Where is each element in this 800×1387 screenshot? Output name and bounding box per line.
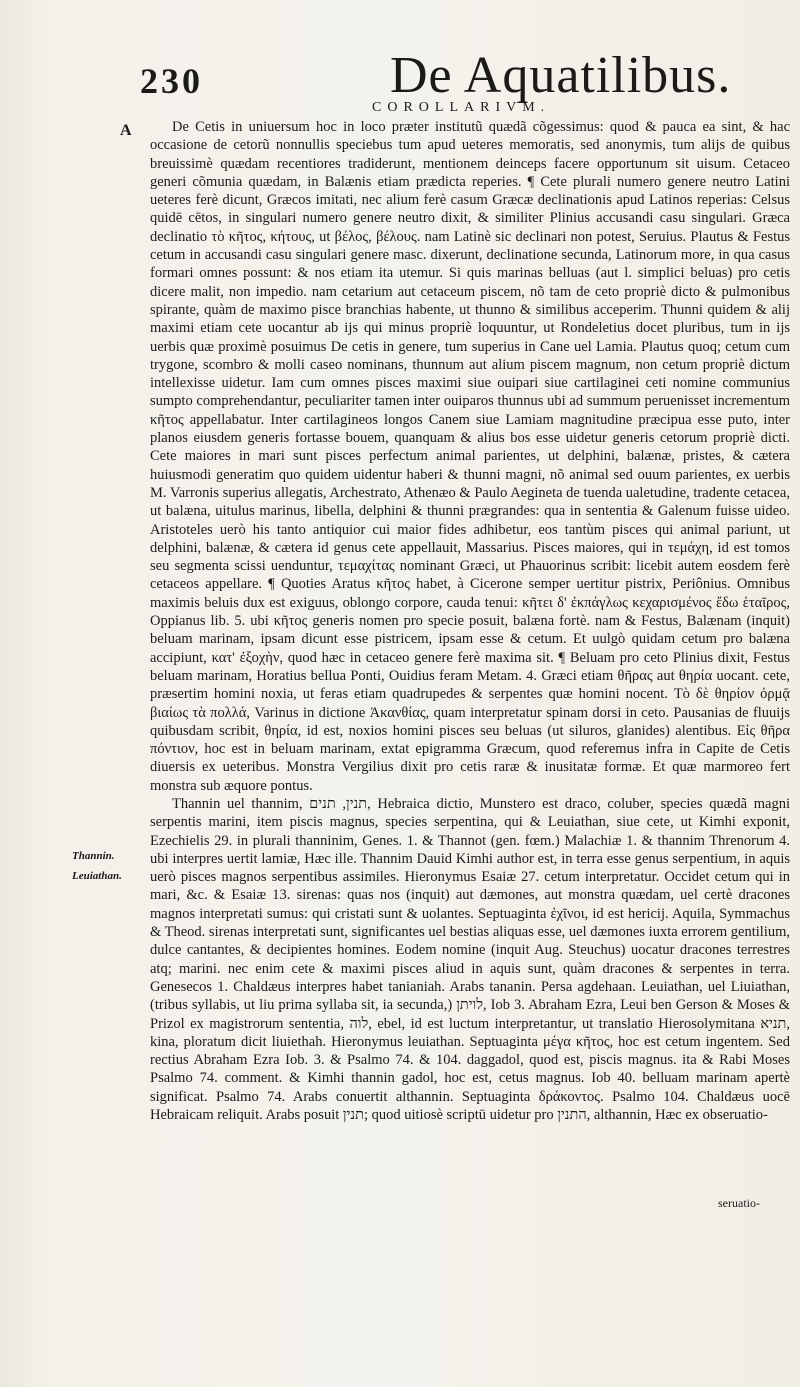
sidenote-thannin: Thannin.: [72, 850, 115, 862]
paragraph-thannin: Thannin uel thannim, תנין, תנים, Hebraica dictio, Munstero est draco, coluber, species quædã magni serpentis marini, item piscis magnus, species serpentina, qui & Leuiathan, siue cete, ut Kimhi exponit, Ezechielis 29. in plurali thanninim, Genes. 1. & Thannot (gen. fœm.) Malachiæ 1. & thannim Threnorum 4. ubi interpres uertit lamiæ, Hæc ille. Thannim Dauid Kimhi author est, in terra esse genus serpentium, in aquis uerò pisces magnos serpentibus assimiles. Hieronymus Esaiæ 27. cetum interpretatur. Occidet cetum qui in mari, &c. & Esaiæ 13. sirenas: quas nos (inquit) aut dæmones, aut monstra quædam, uel certè dracones magnos interpretati sumus: qui cristati sunt & uolantes. Septuaginta ἐχῖνοι, id est hericij. Aquila, Symmachus & Theod. sirenas interpretati sunt, significantes uel bestias aliquas esse, uel dæmones iuxta errorem gentilium, dulce cantantes, & decipientes homines. Eodem nomine (inquit Aug. Steuchus) uocatur dracones terrestres atq; marini. nec enim cete & maximi pisces aliud in aquis sunt, quàm dracones & serpentes in terra. Genesecos 1. Chaldæus interpres habet tanianiah. Arabs tananin. Persa agdehaan. Leuiathan, uel Liuiathan, (tribus syllabis, ut liu prima syllaba sit, ia secunda,) לויתן, Iob 3. Abraham Ezra, Leui ben Gerson & Moses & Prizol ex magistrorum sententia, לוה, ebel, id est luctum interpretantur, ut translatio Hierosolymitana תניא, kina, ploratum dicit liuiethah. Hieronymus leuiathan. Septuaginta μέγα κῆτος, hoc est cetum ingentem. Sed rectius Abraham Ezra Iob. 3. & Psalmo 74. & 104. daggadol, quod est, piscis magnus. ita & Rabi Moses Psalmo 74. comment. & Kimhi thannin gadol, hoc est, cetus magnus. Iob 40. belluam marinam apertè significat. Psalmo 74. Arabs conuertit althannin. Septuaginta δράκοντος. Psalmo 104. Chaldæus uocē Hebraicam reliquit. Arabs posuit תנין; quod uitiosè scriptū uidetur pro התנין, althannin, Hæc ex obseruatio-: [150, 795, 790, 1124]
paragraph-cetis: De Cetis in uniuersum hoc in loco præter institutũ quædã cõgessimus: quod & pauca ea sint, & hac occasione de cetorũ nonnullis speciebus tum apud ueteres memoratis, sed anonymis, tum alijs de quibus breuissimè quædam recentiores tradiderunt, mentionem deinceps facere opportunum sit uisum. Cetaceo generi cõmunia quædam, in Balænis etiam prædicta reperies. ¶ Cete plurali numero genere neutro Latini ueteres ferè dicunt, Græcos imitati, nec alium ferè casum Græcæ declinationis apud Latinos reperias: Celsus quidē cētos, in singulari numero genere neutro dixit, & similiter Plinius accusandi casu singulari. Græca declinatio τὸ κῆτος, κήτους, ut βέλος, βέλους. nam Latinè sic declinari non potest, Seruius. Plautus & Festus cetum in accusandi casu singulari genere masc. dixerunt, declinatione secunda, Latinorum more, in qua casus formari omnes possunt: & nos etiam ita utemur. Si quis marinas belluas (aut l. simplici beluas) pro cetis dicere malit, non impedio. nam cetarium aut cetaceum piscem, nõ tam de ceto propriè dicto & pulmonibus spirante, quàm de maximo pisce branchias habente, ut thunno & similibus acceperim. Thunni quidem & alij maximi etiam cete uocantur ab ijs qui minus propriè loquuntur, ut Rondeletius docet pluribus, tum in ijs uerbis quæ proximè posuimus De cetis in genere, tum superius in Cane uel Lamia. Plautus quoq; cetum cum trygone, scombro & molli caseo nominans, thunnum aut alium piscem magnum, non cetum propriè dictum intellexisse uidetur. Iam cum omnes pisces maximi siue ouipari siue cartilaginei ceti nomine communius sumpto comprehendantur, peculiariter tamen inter ouiparos thunnus ubi ad summum peruenisset incrementum κῆτος appellabatur. Inter cartilagineos longos Canem siue Lamiam magnitudine præcipua esse puto, inter planos eiusdem generis fortasse bouem, quanquam & alius bos esse uidetur generis cetorum propriè dicti. Cete maiores in mari sunt pisces perfectum animal parientes, ut delphini, balænæ, pristes, & cætera huiusmodi generatim quo quidem uidentur haberi & thunni magni, nõ animal sed ouum parientes, ex uerbis M. Varronis superius allegatis, Archestrato, Athenæo & Paulo Aegineta de tuenda ualetudine, tradente cetacea, ut balæna, uitulus marinus, libella, delphini & thunni prægrandes: qua in sententia & Galenum fuisse uideo. Aristoteles uerò his tanto antiquior cui maior fides adhibetur, eos tantùm pisces qui animal pariunt, ut delphini, balænæ, & cætera id genus cete appellauit, Massarius. Pisces maiores, qui in τεμάχη, id est tomos seu segmenta scissi uenduntur, τεμαχίτας nominant Græci, ut Phauorinus scribit: licebit autem eosdem ferè cetaceos appellare. ¶ Quoties Aratus κῆτος habet, à Cicerone semper uertitur pistrix, Periônius. Omnibus maximis beluis dux est exiguus, oblongo corpore, cauda tenui: κῆτει δ' ἐκπάγλως κεχαρισμένος ἔδω ἑταῖρος, Oppianus lib. 5. ubi κῆτος generis nomen pro specie posuit, balæna fortè. nam & Festus, Balænam (inquit) beluam marinam, ipsam dicunt esse pistricem, ipsam esse & cetum. Et uulgò quidam cetum pro balæna accipiunt, κατ' ἐξοχὴν, quod hæc in cetaceo genere ferè maxima sit. ¶ Beluam pro ceto Plinius dixit, Festus beluam marinam, Horatius bellua Ponti, Ouidius feram Metam. 4. Græci etiam θῆρας aut θηρία uocant. cete, præsertim homini noxia, ut feras etiam quadrupedes & serpentes quæ homini nocent. Τὸ δὲ θηρίον ὀρμᾷ βιαίως τὰ πολλά, Varinus in dictione Ἀκανθίας, quam interpretatur spinam dorsi in ceto. Pausanias de fluuijs quibusdam scribit, θηρία, id est, noxios homini pisces seu beluas (ut siluros, glanides) alentibus. Εἰς θῆρα πόντιον, hoc est in beluam marinam, extat epigramma Græcum, quod referemus infra in Capite de Cetis diuersis ex ueteribus. Monstra Vergilius dixit pro cetis raræ & inusitatæ formæ. Et quæ marmoreo fert monstra sub æquore pontus.: [150, 119, 790, 794]
section-heading: COROLLARIVM.: [372, 100, 551, 115]
margin-sidenotes: [72, 846, 154, 886]
catchword: seruatio-: [718, 1196, 760, 1210]
margin-section-marker: A: [120, 122, 132, 139]
running-title: De Aquatilibus.: [390, 47, 732, 104]
page-header: [140, 46, 780, 108]
page-number: 230: [140, 61, 203, 101]
main-text: [150, 118, 790, 1124]
sidenote-leuiathan: Leuiathan.: [72, 870, 122, 882]
